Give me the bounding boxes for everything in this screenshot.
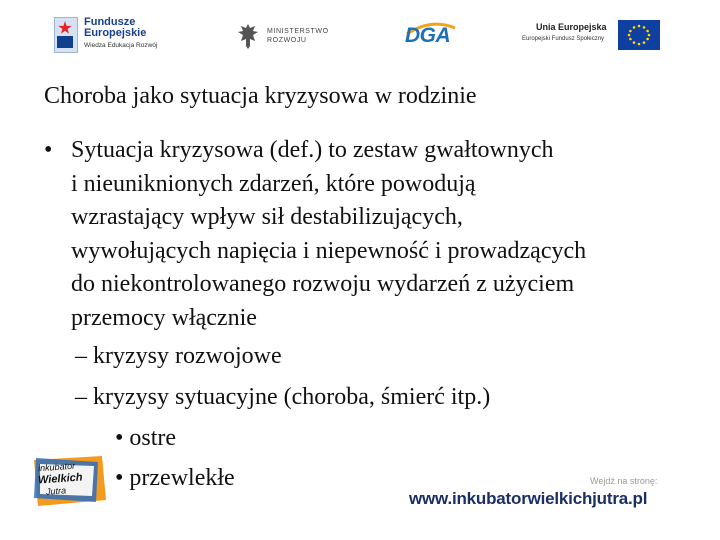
bullet-line: Sytuacja kryzysowa (def.) to zestaw gwałtownych xyxy=(71,137,554,163)
fundusze-europejskie-logo xyxy=(54,15,174,55)
ink-line2: Wielkich xyxy=(37,471,83,487)
bullet-line: przemocy włącznie xyxy=(71,304,257,331)
bullet-list xyxy=(44,134,684,335)
ink-line1: inkubator xyxy=(37,460,76,474)
ink-line3: Jutra xyxy=(45,485,67,497)
sub-item: • przewlekłe xyxy=(115,465,235,491)
dga-logo xyxy=(401,22,457,50)
bullet-line: wzrastający wpływ sił destabilizujących, xyxy=(71,204,463,230)
ue-line1: Unia Europejska xyxy=(536,22,607,32)
fe-line2: Europejskie xyxy=(84,27,147,39)
eu-flag-icon xyxy=(618,20,660,50)
fe-line3: Wiedza Edukacja Rozwój xyxy=(84,42,158,49)
ministerstwo-line1: MINISTERSTWO xyxy=(267,28,329,35)
header-logos xyxy=(0,0,720,70)
ministerstwo-line2: ROZWOJU xyxy=(267,37,307,44)
bullet-line: i nieuniknionych zdarzeń, które powodują xyxy=(71,170,476,197)
bullet-symbol: • xyxy=(44,137,53,163)
website-link[interactable]: www.inkubatorwielkichjutra.pl xyxy=(409,489,648,508)
ministerstwo-rozwoju-logo xyxy=(237,22,337,52)
sub-item: • ostre xyxy=(115,425,177,451)
bullet-line: do niekontrolowanego rozwoju wydarzeń z użyciem xyxy=(71,271,575,297)
fe-line1: Fundusze xyxy=(84,16,136,28)
slide-title: Choroba jako sytuacja kryzysowa w rodzinie xyxy=(44,83,477,109)
bullet-item xyxy=(44,134,684,335)
eu-flag-icon xyxy=(57,36,73,48)
dash-item: – kryzysy sytuacyjne (choroba, śmierć itp.) xyxy=(75,384,491,410)
bullet-line: wywołujących napięcia i niepewność i prowadzących xyxy=(71,237,587,264)
unia-europejska-logo xyxy=(522,20,662,54)
eagle-icon xyxy=(237,22,259,50)
inkubator-logo xyxy=(32,456,106,506)
dash-item: – kryzysy rozwojowe xyxy=(75,343,282,369)
visit-label: Wejdź na stronę: xyxy=(590,476,658,486)
dga-text: DGA xyxy=(405,24,451,47)
ue-line2: Europejski Fundusz Społeczny xyxy=(522,36,605,42)
